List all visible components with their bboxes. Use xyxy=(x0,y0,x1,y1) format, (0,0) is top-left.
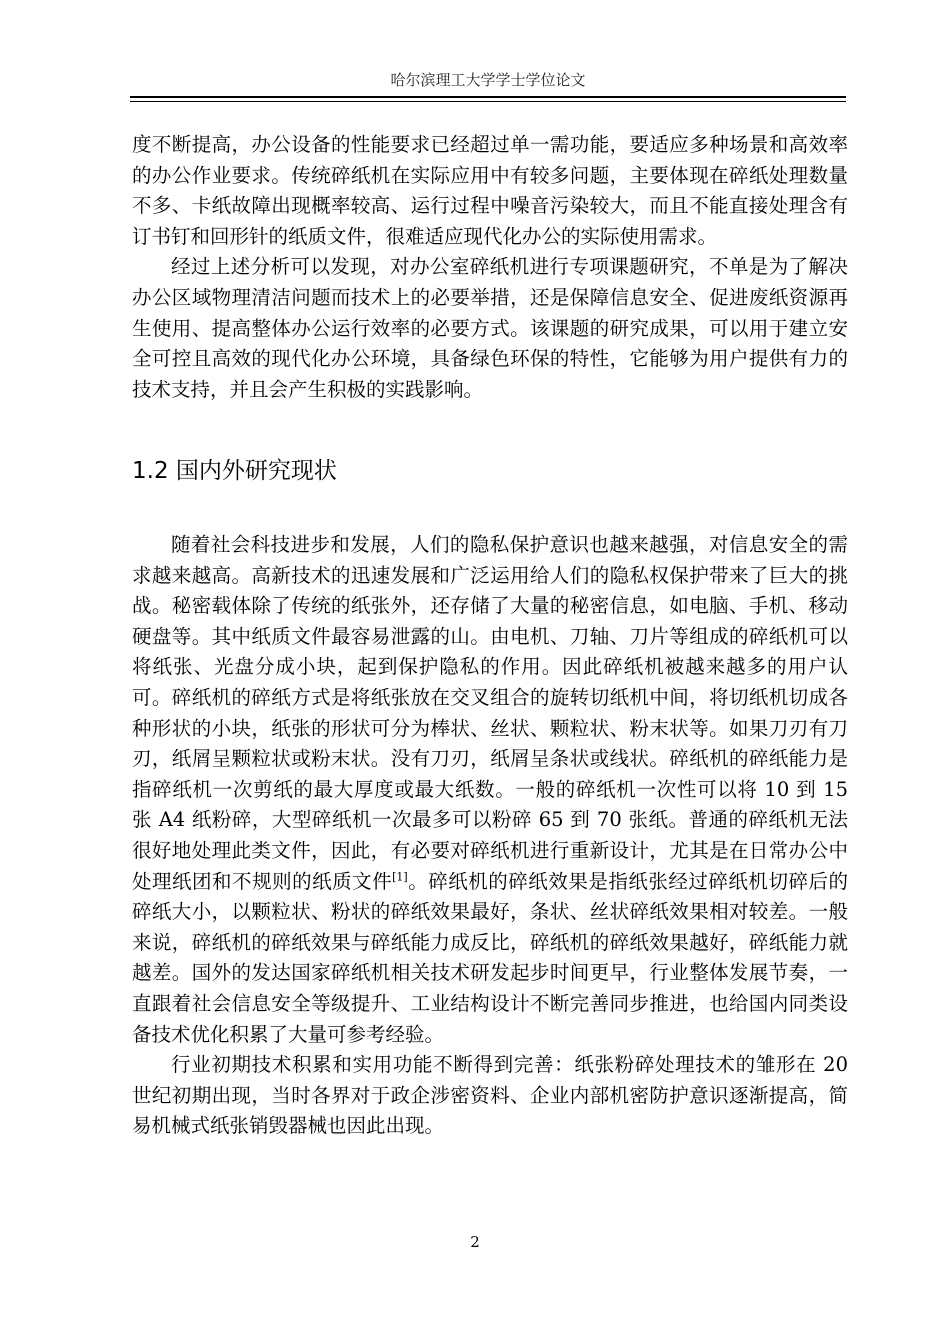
body-text-top xyxy=(132,130,848,405)
paragraph-text-part2: 。碎纸机的碎纸效果是指纸张经过碎纸机切碎后的碎纸大小，以颗粒状、粉状的碎纸效果最好，条状、丝状碎纸效果相对较差。一般来说，碎纸机的碎纸效果与碎纸能力成反比，碎纸机的碎纸效果越好，碎纸能力就越差。国外的发达国家碎纸机相关技术研发起步时间更早，行业整体发展节奏，一直跟着社会信息安全等级提升、工业结构设计不断完善同步推进，也给国内同类设备技术优化积累了大量可参考经验。 xyxy=(132,869,848,1046)
body-text-section xyxy=(132,530,848,1142)
running-header: 哈尔滨理工大学学士学位论文 xyxy=(390,71,586,89)
paragraph-continued: 度不断提高，办公设备的性能要求已经超过单一需功能，要适应多种场景和高效率的办公作业要求。传统碎纸机在实际应用中有较多问题，主要体现在碎纸处理数量不多、卡纸故障出现概率较高、运行过程中噪音污染较大，而且不能直接处理含有订书钉和回形针的纸质文件，很难适应现代化办公的实际使用需求。 xyxy=(132,133,848,248)
header-rule-thick xyxy=(130,96,846,98)
paragraph-text-part1: 随着社会科技进步和发展，人们的隐私保护意识也越来越强，对信息安全的需求越来越高。高新技术的迅速发展和广泛运用给人们的隐私权保护带来了巨大的挑战。秘密载体除了传统的纸张外，还存储了大量的秘密信息，如电脑、手机、移动硬盘等。其中纸质文件最容易泄露的山。由电机、刀轴、刀片等组成的碎纸机可以将纸张、光盘分成小块，起到保护隐私的作用。因此碎纸机被越来越多的用户认可。碎纸机的碎纸方式是将纸张放在交叉组合的旋转切纸机中间，将切纸机切成各种形状的小块，纸张的形状可分为棒状、丝状、颗粒状、粉末状等。如果刀刃有刀刃，纸屑呈颗粒状或粉末状。没有刀刃，纸屑呈条状或线状。碎纸机的碎纸能力是指碎纸机一次剪纸的最大厚度或最大纸数。一般的碎纸机一次性可以将 10 到 15 张 A4 纸粉碎，大型碎纸机一次最多可以粉碎 65 到 70 张纸。普通的碎纸机无法很好地处理此类文件，因此，有必要对碎纸机进行重新设计，尤其是在日常办公中处理纸团和不规则的纸质文件 xyxy=(132,533,848,893)
section-heading: 1.2 国内外研究现状 xyxy=(132,458,337,484)
citation-marker: [1] xyxy=(392,870,408,884)
header-rule-thin xyxy=(130,101,846,102)
paragraph-analysis: 经过上述分析可以发现，对办公室碎纸机进行专项课题研究，不单是为了解决办公区域物理清洁问题而技术上的必要举措，还是保障信息安全、促进废纸资源再生使用、提高整体办公运行效率的必要方式。该课题的研究成果，可以用于建立安全可控且高效的现代化办公环境，具备绿色环保的特性，它能够为用户提供有力的技术支持，并且会产生积极的实践影响。 xyxy=(132,255,848,401)
page-number: 2 xyxy=(470,1233,480,1251)
paragraph-research-status xyxy=(132,530,848,1050)
paragraph-industry-history: 行业初期技术积累和实用功能不断得到完善：纸张粉碎处理技术的雏形在 20 世纪初期出现，当时各界对于政企涉密资料、企业内部机密防护意识逐渐提高，简易机械式纸张销毁器械也因此出现。 xyxy=(132,1053,848,1138)
